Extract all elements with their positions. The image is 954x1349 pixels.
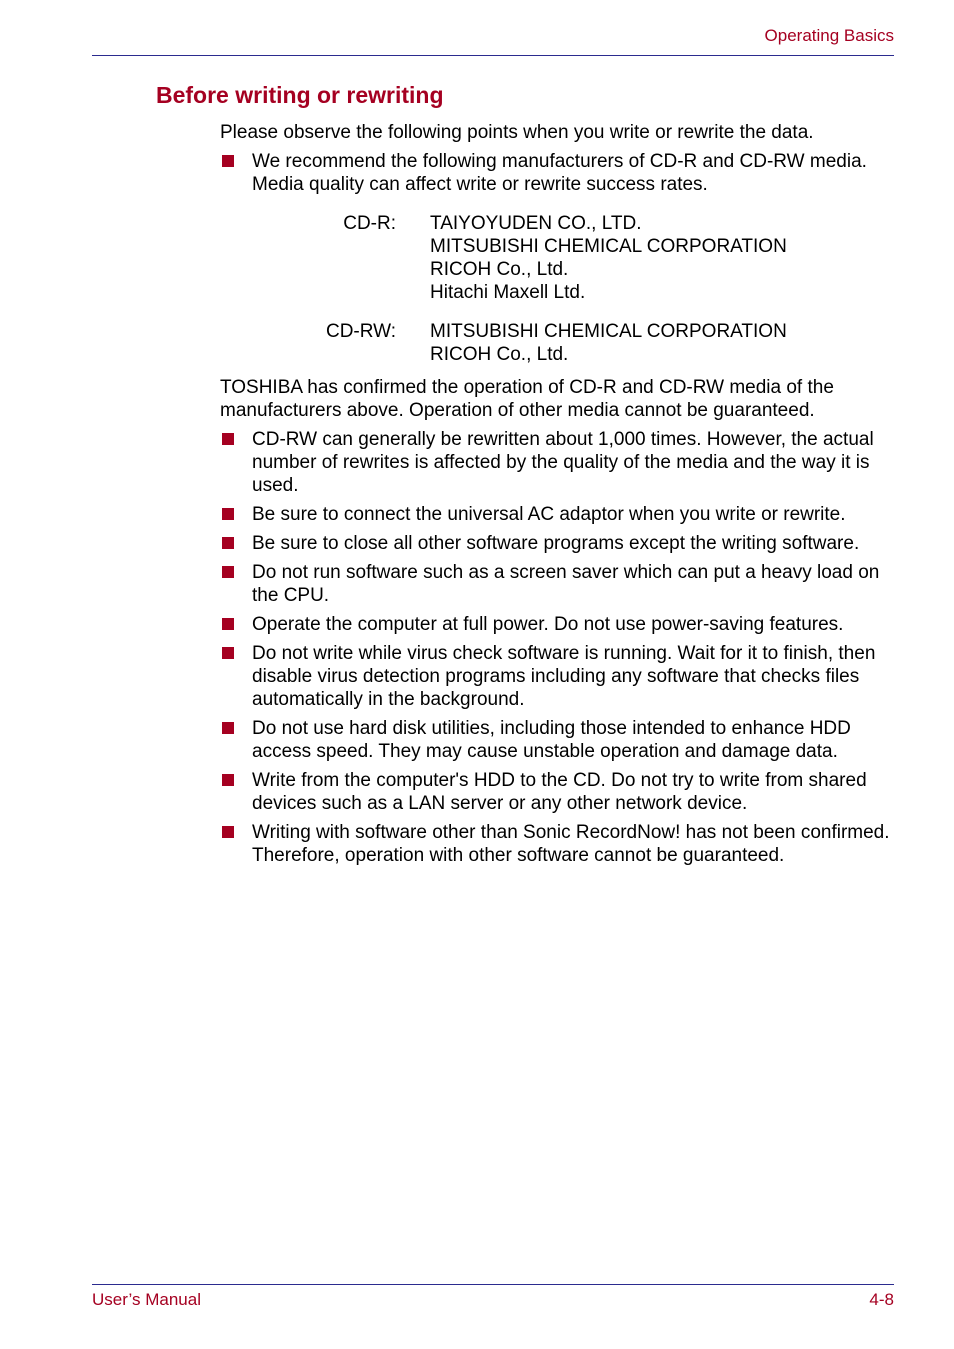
manufacturer-list <box>430 320 900 366</box>
bullet-text: CD-RW can generally be rewritten about 1,000 times. However, the actual number of rewrites is affected by the quality of the media and the way it is used. <box>252 429 874 496</box>
running-header: Operating Basics <box>764 26 894 45</box>
media-type-label: CD-RW: <box>325 321 396 342</box>
manufacturer-name: RICOH Co., Ltd. <box>430 259 569 280</box>
bullet-text: Be sure to connect the universal AC adaptor when you write or rewrite. <box>252 504 846 525</box>
bullet-item <box>220 769 900 815</box>
square-bullet-icon <box>222 433 234 445</box>
square-bullet-icon <box>222 826 234 838</box>
square-bullet-icon <box>222 618 234 630</box>
square-bullet-icon <box>222 508 234 520</box>
media-type-label: CD-R: <box>343 213 396 234</box>
bullet-item <box>220 821 900 867</box>
bullet-text: Do not write while virus check software is running. Wait for it to finish, then disable virus detection programs including any software that checks files automatically in the background. <box>252 643 876 710</box>
manufacturer-name: Hitachi Maxell Ltd. <box>430 282 586 303</box>
bullet-text: Writing with software other than Sonic RecordNow! has not been confirmed. Therefore, operation with other software cannot be guaranteed. <box>252 822 890 866</box>
manufacturer-name: MITSUBISHI CHEMICAL CORPORATION <box>430 321 787 342</box>
manufacturer-name: MITSUBISHI CHEMICAL CORPORATION <box>430 236 787 257</box>
bullet-text: Operate the computer at full power. Do not use power-saving features. <box>252 614 844 635</box>
manufacturer-row-cd-r <box>220 212 900 304</box>
page-number: 4-8 <box>869 1290 894 1309</box>
square-bullet-icon <box>222 537 234 549</box>
header-rule <box>92 55 894 56</box>
intro-paragraph: Please observe the following points when you write or rewrite the data. <box>220 122 814 143</box>
manufacturer-table <box>220 212 900 366</box>
bullet-text: Be sure to close all other software programs except the writing software. <box>252 533 860 554</box>
bullet-item <box>220 532 900 555</box>
manufacturer-name: RICOH Co., Ltd. <box>430 344 569 365</box>
bullet-text: Write from the computer's HDD to the CD. Do not try to write from shared devices such as a LAN server or any other network device. <box>252 770 867 814</box>
bullet-item <box>220 561 900 607</box>
footer-rule <box>92 1284 894 1285</box>
bullet-text: We recommend the following manufacturers of CD-R and CD-RW media. Media quality can affect write or rewrite success rates. <box>252 151 867 195</box>
bullet-item <box>220 150 900 196</box>
manufacturer-list <box>430 212 900 304</box>
square-bullet-icon <box>222 155 234 167</box>
manufacturer-name: TAIYOYUDEN CO., LTD. <box>430 213 642 234</box>
square-bullet-icon <box>222 566 234 578</box>
square-bullet-icon <box>222 774 234 786</box>
square-bullet-icon <box>222 722 234 734</box>
bullet-text: Do not use hard disk utilities, including those intended to enhance HDD access speed. They may cause unstable operation and damage data. <box>252 718 851 762</box>
confirmation-paragraph: TOSHIBA has confirmed the operation of CD-R and CD-RW media of the manufacturers above. Operation of other media cannot be guaranteed. <box>220 377 834 421</box>
bullet-item <box>220 642 900 711</box>
bullet-item <box>220 503 900 526</box>
section-body <box>220 121 900 873</box>
square-bullet-icon <box>222 647 234 659</box>
footer-manual-title: User’s Manual <box>92 1290 201 1309</box>
bullet-text: Do not run software such as a screen saver which can put a heavy load on the CPU. <box>252 562 880 606</box>
bullet-item <box>220 717 900 763</box>
bullet-item <box>220 613 900 636</box>
manufacturer-row-cd-rw <box>220 320 900 366</box>
section-heading: Before writing or rewriting <box>156 82 444 108</box>
bullet-item <box>220 428 900 497</box>
